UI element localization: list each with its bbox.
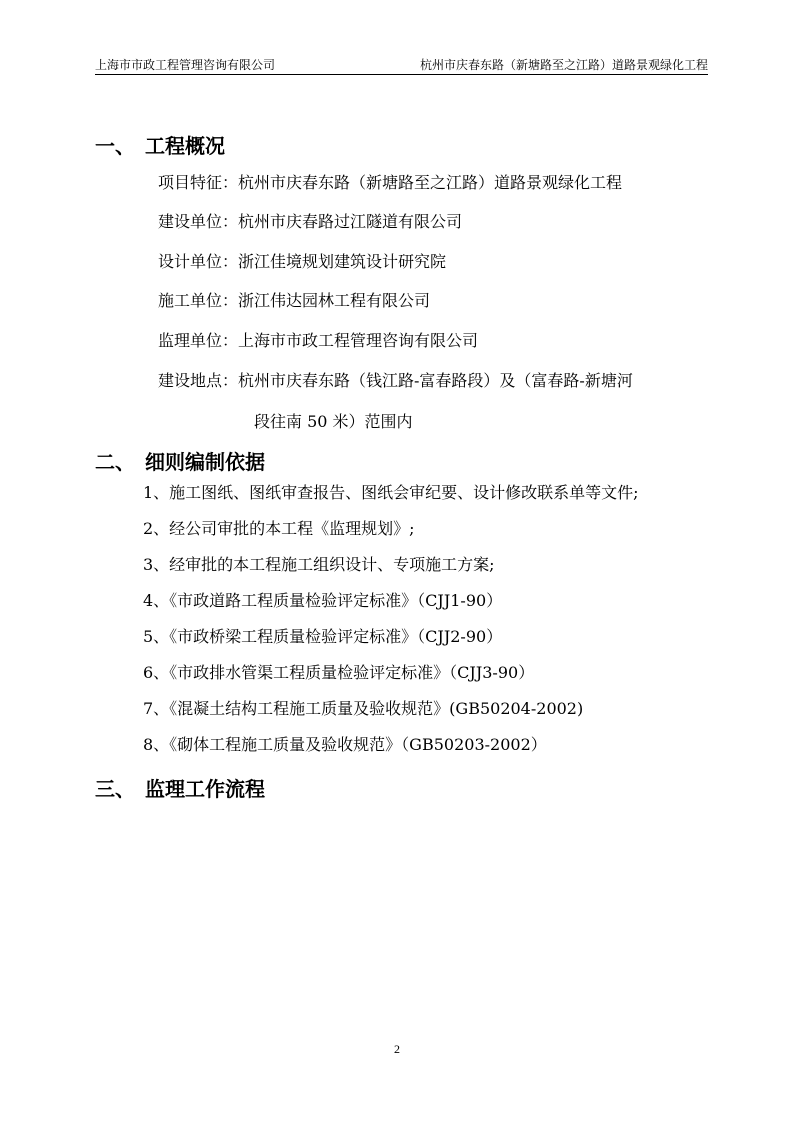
- section-title: 监理工作流程: [145, 777, 265, 801]
- section-heading-basis: [95, 449, 265, 475]
- site-location-continued: 段往南 50 米）范围内: [254, 412, 413, 431]
- basis-item: 3、经审批的本工程施工组织设计、专项施工方案;: [143, 555, 495, 574]
- page-number: 2: [394, 1042, 400, 1056]
- basis-item: 7、《混凝土结构工程施工质量及验收规范》(GB50204-2002): [143, 699, 584, 718]
- header-company: 上海市市政工程管理咨询有限公司: [95, 58, 276, 72]
- construction-unit: 施工单位：浙江伟达园林工程有限公司: [158, 291, 431, 310]
- project-feature: 项目特征：杭州市庆春东路（新塘路至之江路）道路景观绿化工程: [158, 173, 623, 192]
- basis-item: 8、《砌体工程施工质量及验收规范》（GB50203-2002）: [143, 735, 547, 754]
- supervision-unit: 监理单位：上海市市政工程管理咨询有限公司: [158, 331, 479, 350]
- section-heading-overview: [95, 133, 225, 159]
- section-number: 三、: [95, 777, 135, 801]
- section-number: 一、: [95, 134, 135, 158]
- basis-item: 6、《市政排水管渠工程质量检验评定标准》（CJJ3-90）: [143, 663, 535, 682]
- basis-item: 5、《市政桥梁工程质量检验评定标准》（CJJ2-90）: [143, 627, 503, 646]
- header-project: 杭州市庆春东路（新塘路至之江路）道路景观绿化工程: [419, 58, 708, 72]
- section-title: 细则编制依据: [145, 450, 265, 474]
- section-number: 二、: [95, 450, 135, 474]
- basis-item: 1、施工图纸、图纸审查报告、图纸会审纪要、设计修改联系单等文件;: [143, 483, 639, 502]
- page-header: [95, 56, 708, 75]
- basis-item: 4、《市政道路工程质量检验评定标准》（CJJ1-90）: [143, 591, 503, 610]
- section-heading-workflow: [95, 776, 265, 802]
- basis-item: 2、经公司审批的本工程《监理规划》;: [143, 519, 415, 538]
- design-unit: 设计单位：浙江佳境规划建筑设计研究院: [158, 252, 447, 271]
- site-location: 建设地点：杭州市庆春东路（钱江路-富春路段）及（富春路-新塘河: [158, 371, 633, 390]
- owner-unit: 建设单位：杭州市庆春路过江隧道有限公司: [158, 212, 463, 231]
- section-title: 工程概况: [145, 134, 225, 158]
